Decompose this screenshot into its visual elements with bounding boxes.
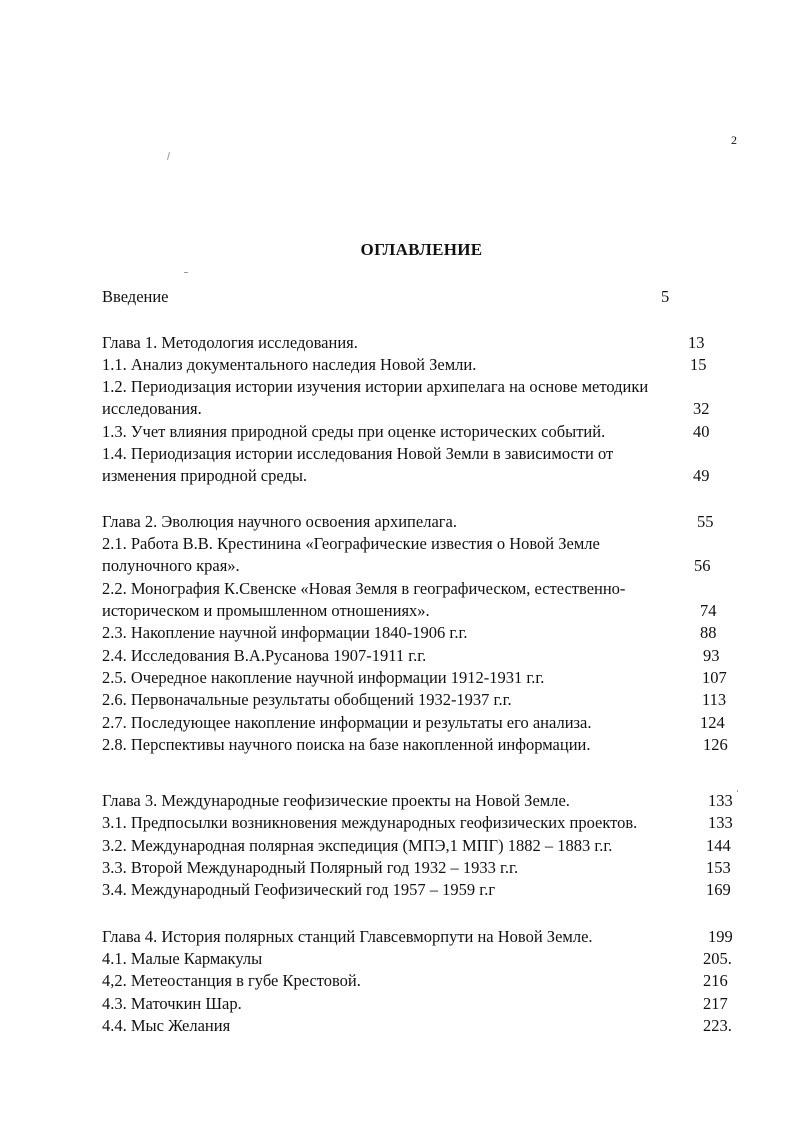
- toc-page-1-1: 15: [690, 355, 707, 374]
- toc-title: ОГЛАВЛЕНИЕ: [360, 240, 483, 259]
- scan-speck: [737, 790, 738, 792]
- toc-page-1-4: 49: [693, 466, 710, 485]
- toc-page-1-3: 40: [693, 422, 710, 441]
- toc-entry-chapter-3: Глава 3. Международные геофизические проекты на Новой Земле.: [102, 791, 570, 810]
- toc-page-chapter-1: 13: [688, 333, 705, 352]
- toc-page-2-1: 56: [694, 556, 711, 575]
- toc-page-2-3: 88: [700, 623, 717, 642]
- toc-page-3-4: 169: [706, 880, 731, 899]
- toc-page-3-3: 153: [706, 858, 731, 877]
- toc-entry-1-1: 1.1. Анализ документального наследия Новой Земли.: [102, 355, 477, 374]
- scan-speck: [184, 272, 188, 273]
- toc-entry-1-4: 1.4. Периодизация истории исследования Новой Земли в зависимости от: [102, 444, 614, 463]
- toc-entry-2-4: 2.4. Исследования В.А.Русанова 1907-1911 г.г.: [102, 646, 427, 665]
- toc-page-4-4: 223.: [703, 1016, 732, 1035]
- toc-entry-3-3: 3.3. Второй Международный Полярный год 1932 – 1933 г.г.: [102, 858, 519, 877]
- toc-entry-4-1: 4.1. Малые Кармакулы: [102, 949, 263, 968]
- toc-page-2-5: 107: [702, 668, 727, 687]
- toc-entry-2-8: 2.8. Перспективы научного поиска на базе накопленной информации.: [102, 735, 591, 754]
- toc-page-4-3: 217: [703, 994, 728, 1013]
- toc-entry-2-3: 2.3. Накопление научной информации 1840-1906 г.г.: [102, 623, 468, 642]
- toc-page-1-2: 32: [693, 399, 710, 418]
- toc-entry-3-1: 3.1. Предпосылки возникновения международных геофизических проектов.: [102, 813, 638, 832]
- toc-page-3-2: 144: [706, 836, 731, 855]
- toc-entry-chapter-1: Глава 1. Методология исследования.: [102, 333, 358, 352]
- toc-entry-1-4-cont: изменения природной среды.: [102, 466, 308, 485]
- toc-entry-2-7: 2.7. Последующее накопление информации и результаты его анализа.: [102, 713, 592, 732]
- scan-speck: [167, 152, 170, 160]
- toc-entry-2-1: 2.1. Работа В.В. Крестинина «Географические известия о Новой Земле: [102, 534, 600, 553]
- toc-page-chapter-2: 55: [697, 512, 714, 531]
- toc-entry-4-4: 4.4. Мыс Желания: [102, 1016, 231, 1035]
- toc-page-2-2: 74: [700, 601, 717, 620]
- toc-entry-2-1-cont: полуночного края».: [102, 556, 240, 575]
- toc-entry-1-2-cont: исследования.: [102, 399, 202, 418]
- toc-page-3-1: 133: [708, 813, 733, 832]
- toc-entry-2-5: 2.5. Очередное накопление научной информации 1912-1931 г.г.: [102, 668, 545, 687]
- toc-entry-intro: Введение: [102, 287, 169, 306]
- toc-entry-1-2: 1.2. Периодизация истории изучения истории архипелага на основе методики: [102, 377, 649, 396]
- toc-page-intro: 5: [661, 287, 670, 306]
- toc-entry-1-3: 1.3. Учет влияния природной среды при оценке исторических событий.: [102, 422, 606, 441]
- page-number: 2: [731, 133, 737, 147]
- toc-entry-4-2: 4,2. Метеостанция в губе Крестовой.: [102, 971, 361, 990]
- toc-entry-3-4: 3.4. Международный Геофизический год 1957 – 1959 г.г: [102, 880, 496, 899]
- toc-page-4-1: 205.: [703, 949, 732, 968]
- toc-entry-3-2: 3.2. Международная полярная экспедиция (МПЭ,1 МПГ) 1882 – 1883 г.г.: [102, 836, 613, 855]
- toc-page-chapter-3: 133: [708, 791, 733, 810]
- toc-page-2-6: 113: [702, 690, 727, 709]
- toc-entry-chapter-4: Глава 4. История полярных станций Главсевморпути на Новой Земле.: [102, 927, 593, 946]
- toc-entry-chapter-2: Глава 2. Эволюция научного освоения архипелага.: [102, 512, 457, 531]
- toc-page-2-4: 93: [703, 646, 720, 665]
- toc-entry-2-6: 2.6. Первоначальные результаты обобщений 1932-1937 г.г.: [102, 690, 512, 709]
- toc-page-2-8: 126: [703, 735, 728, 754]
- toc-entry-4-3: 4.3. Маточкин Шар.: [102, 994, 242, 1013]
- toc-entry-2-2: 2.2. Монография К.Свенске «Новая Земля в географическом, естественно-: [102, 579, 626, 598]
- toc-page-chapter-4: 199: [708, 927, 733, 946]
- toc-page-4-2: 216: [703, 971, 728, 990]
- toc-page-2-7: 124: [700, 713, 725, 732]
- toc-entry-2-2-cont: историческом и промышленном отношениях».: [102, 601, 430, 620]
